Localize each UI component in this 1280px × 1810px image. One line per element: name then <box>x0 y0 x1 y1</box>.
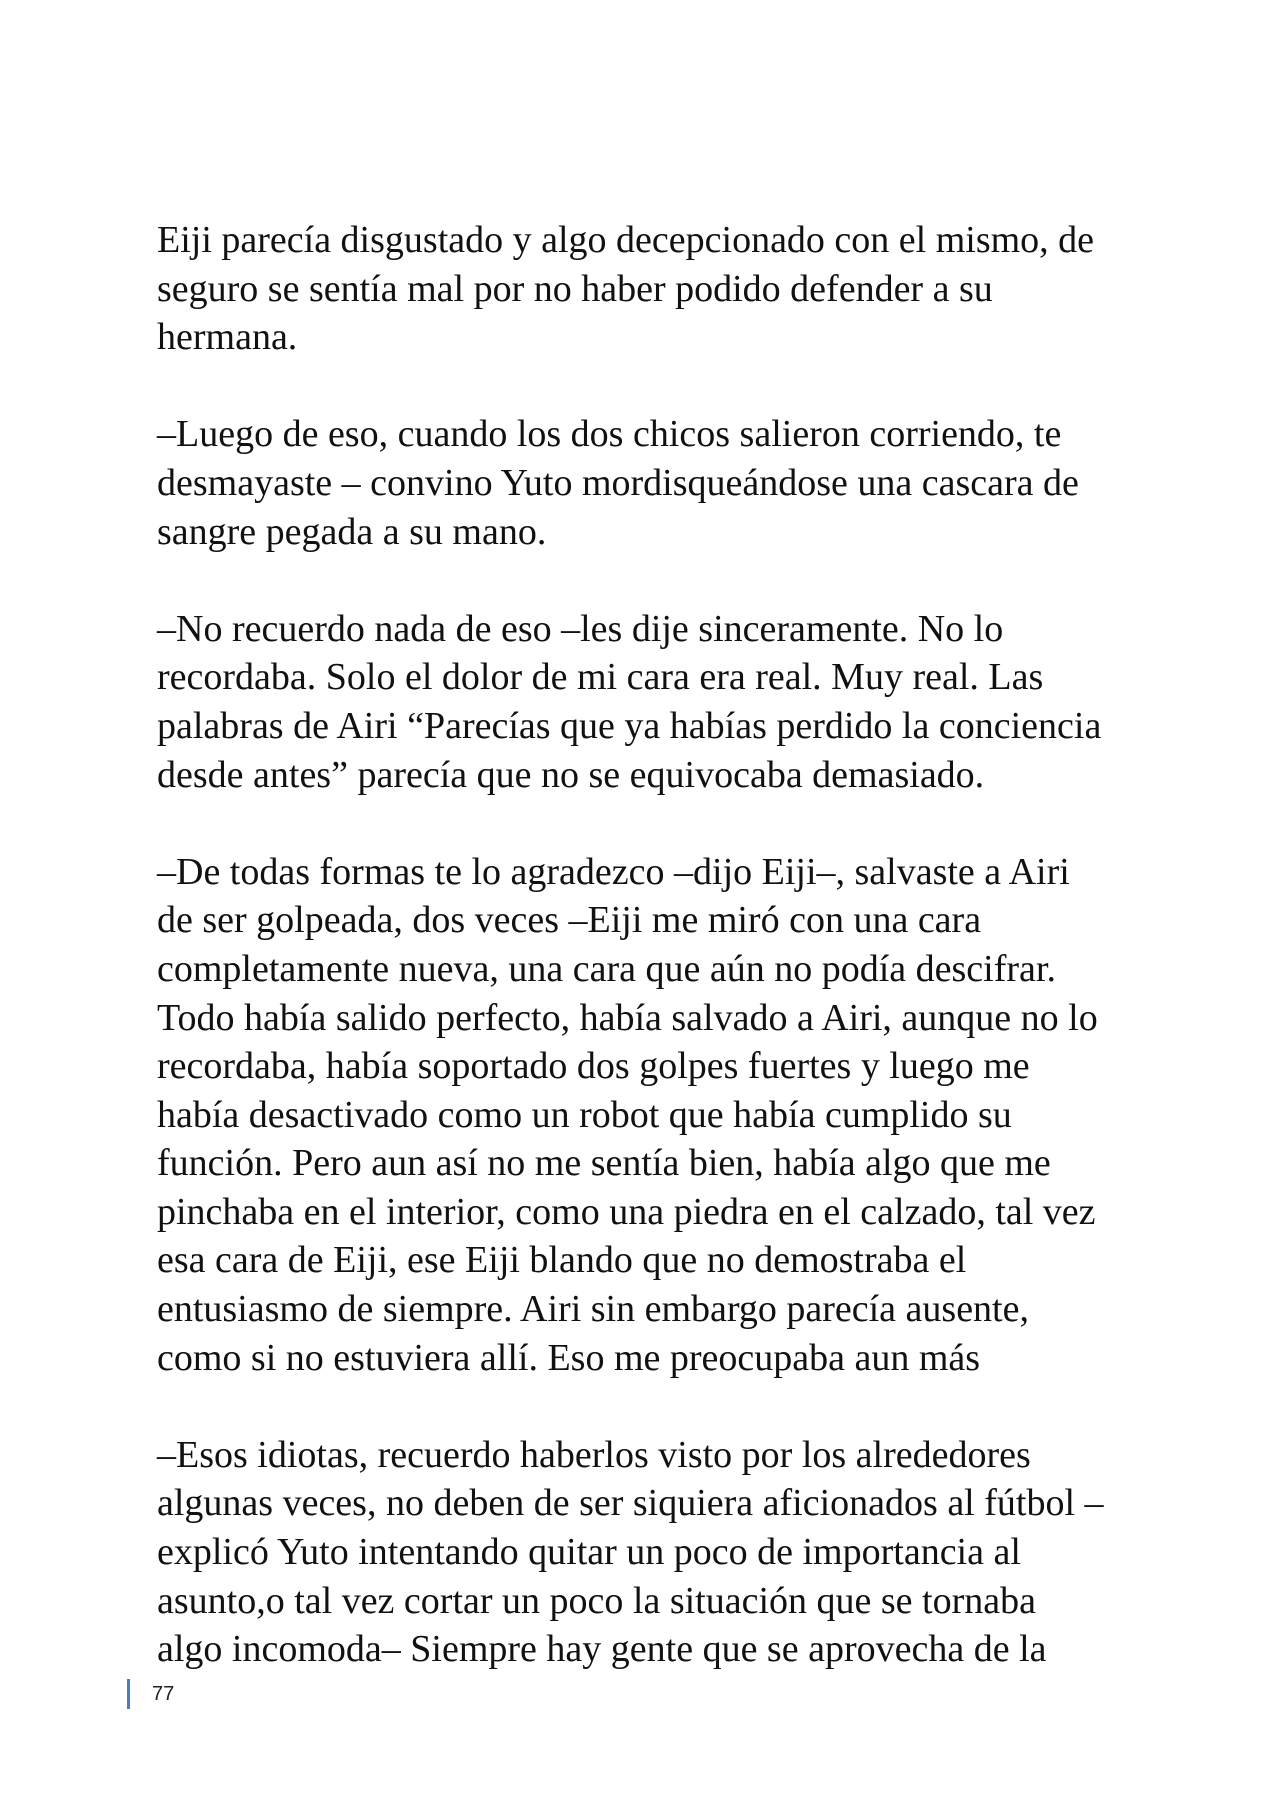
footer-accent-bar <box>127 1679 130 1709</box>
paragraph: –No recuerdo nada de eso –les dije sinceramente. No lo recordaba. Solo el dolor de mi cara era real. Muy real. Las palabras de Airi “Parecías que ya habías perdido la conciencia desde antes” parecía que no se equivocaba demasiado. <box>157 607 1102 796</box>
body-text <box>157 216 1157 1722</box>
page-footer <box>127 1677 174 1711</box>
paragraph: –De todas formas te lo agradezco –dijo Eiji–, salvaste a Airi de ser golpeada, dos veces –Eiji me miró con una cara completamente nueva, una cara que aún no podía descifrar. Todo había salido perfecto, había salvado a Airi, aunque no lo recordaba, había soportado dos golpes fuertes y luego me había desactivado como un robot que había cumplido su función. Pero aun así no me sentía bien, había algo que me pinchaba en el interior, como una piedra en el calzado, tal vez esa cara de Eiji, ese Eiji blando que no demostraba el entusiasmo de siempre. Airi sin embargo parecía ausente, como si no estuviera allí. Eso me preocupaba aun más <box>157 850 1098 1379</box>
paragraph: –Esos idiotas, recuerdo haberlos visto por los alrededores algunas veces, no deben de ser siquiera aficionados al fútbol – explicó Yuto intentando quitar un poco de importancia al asunto,o tal vez cortar un poco la situación que se tornaba algo incomoda– Siempre hay gente que se aprovecha de la <box>157 1433 1104 1671</box>
paragraph: –Luego de eso, cuando los dos chicos salieron corriendo, te desmayaste – convino Yuto mordisqueándose una cascara de sangre pegada a su mano. <box>157 413 1079 553</box>
paragraph: Eiji parecía disgustado y algo decepcionado con el mismo, de seguro se sentía mal por no haber podido defender a su hermana. <box>157 219 1095 359</box>
page-number: 77 <box>152 1682 175 1705</box>
